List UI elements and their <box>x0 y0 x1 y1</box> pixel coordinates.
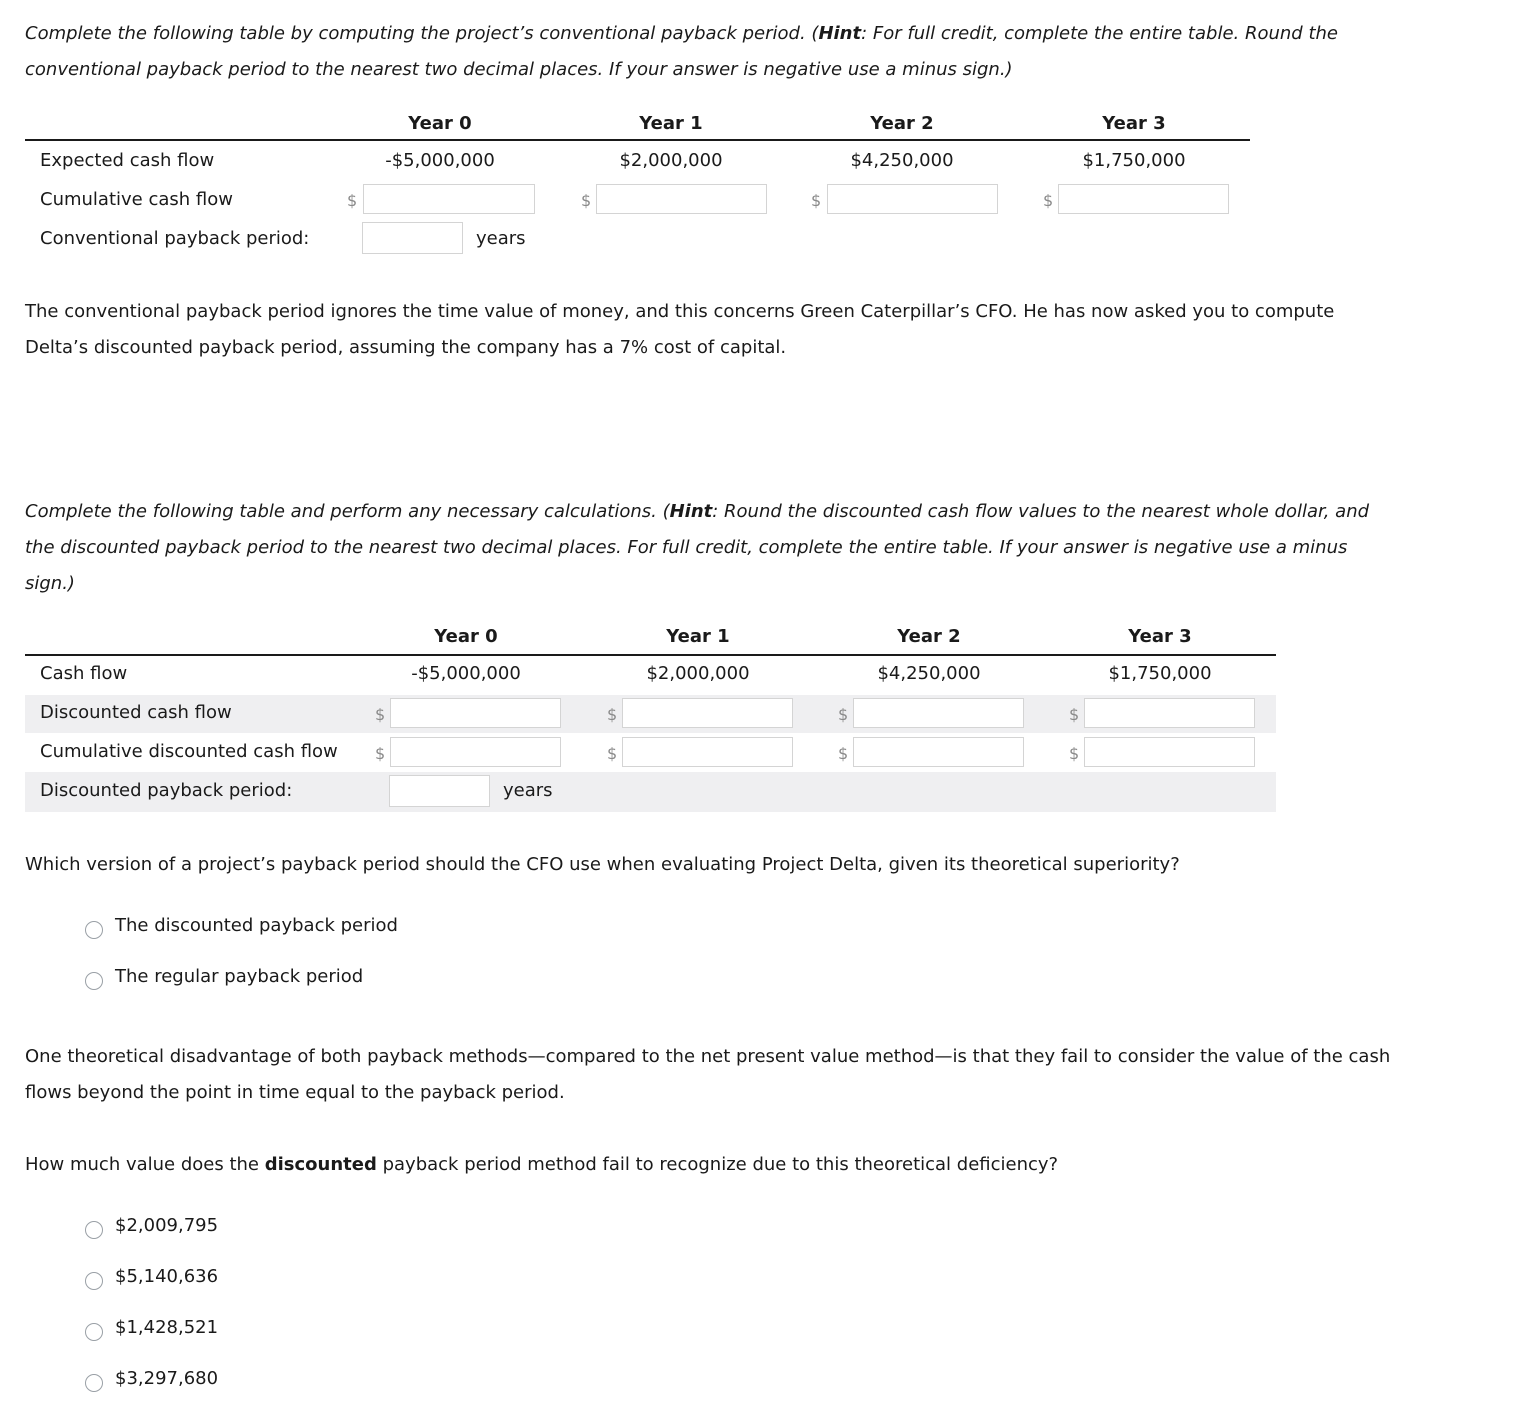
currency-symbol: $ <box>375 705 386 724</box>
disadvantage-line1: One theoretical disadvantage of both payback methods—compared to the net present value method—is that they fail to consider the value of the cash <box>25 1046 1391 1067</box>
table2-header-year0: Year 0 <box>434 626 498 647</box>
years-unit-label: years <box>503 780 553 801</box>
instruction-1-line1: Complete the following table by computing the project’s conventional payback period. (Hint: For full credit, complete the entire table. Round the <box>25 23 1338 44</box>
instruction-2-line2: the discounted payback period to the nearest two decimal places. For full credit, complete the entire table. If your answer is negative use a minus <box>25 537 1348 558</box>
table1-cf-year3: $1,750,000 <box>1082 150 1186 171</box>
radio-regular-payback[interactable] <box>85 972 103 990</box>
conventional-payback-input[interactable] <box>362 222 463 254</box>
currency-symbol: $ <box>811 191 822 210</box>
currency-symbol: $ <box>1043 191 1054 210</box>
radio-option-4[interactable] <box>85 1374 103 1392</box>
table1-cumulative-year1-input[interactable] <box>596 184 767 214</box>
table1-cumulative-year0-input[interactable] <box>363 184 535 214</box>
option-label[interactable]: $1,428,521 <box>115 1317 219 1338</box>
table1-label-payback: Conventional payback period: <box>40 228 310 249</box>
explanation-paragraph <box>25 294 1334 366</box>
table1-label-cumulative: Cumulative cash flow <box>40 189 233 210</box>
currency-symbol: $ <box>347 191 358 210</box>
table2-header-year1: Year 1 <box>666 626 730 647</box>
table2-discounted-year2-input[interactable] <box>853 698 1024 728</box>
table1-header-year2: Year 2 <box>870 113 934 134</box>
explanation-line1: The conventional payback period ignores the time value of money, and this concerns Green Caterpillar’s CFO. He has now asked you to compute <box>25 301 1335 322</box>
table1-header-year3: Year 3 <box>1102 113 1166 134</box>
currency-symbol: $ <box>375 744 386 763</box>
table2-header-year2: Year 2 <box>897 626 961 647</box>
table2-cf-year0: -$5,000,000 <box>411 663 521 684</box>
table2-cumulative-year0-input[interactable] <box>390 737 561 767</box>
currency-symbol: $ <box>581 191 592 210</box>
table1-cf-year1: $2,000,000 <box>619 150 723 171</box>
table1-header-rule <box>25 139 1250 141</box>
table1-label-expected: Expected cash flow <box>40 150 215 171</box>
option-label[interactable]: The discounted payback period <box>115 915 398 936</box>
option-label[interactable]: $3,297,680 <box>115 1368 219 1389</box>
currency-symbol: $ <box>1069 705 1080 724</box>
table1-header-year0: Year 0 <box>408 113 472 134</box>
question-1-text: Which version of a project’s payback period should the CFO use when evaluating Project Delta, given its theoretical superiority? <box>25 854 1180 875</box>
table2-cumulative-year2-input[interactable] <box>853 737 1024 767</box>
currency-symbol: $ <box>1069 744 1080 763</box>
table2-discounted-year1-input[interactable] <box>622 698 793 728</box>
option-label[interactable]: $5,140,636 <box>115 1266 219 1287</box>
discounted-payback-input[interactable] <box>389 775 490 807</box>
years-unit-label: years <box>476 228 526 249</box>
question-2-text: How much value does the discounted payback period method fail to recognize due to this theoretical deficiency? <box>25 1154 1059 1175</box>
currency-symbol: $ <box>838 744 849 763</box>
option-label[interactable]: The regular payback period <box>115 966 364 987</box>
radio-option-1[interactable] <box>85 1221 103 1239</box>
table1-cumulative-year3-input[interactable] <box>1058 184 1229 214</box>
disadvantage-paragraph <box>25 1039 1390 1111</box>
table2-discounted-year0-input[interactable] <box>390 698 561 728</box>
instruction-1-line2: conventional payback period to the nearest two decimal places. If your answer is negative use a minus sign.) <box>25 59 1013 80</box>
table2-label-cumulative: Cumulative discounted cash flow <box>40 741 338 762</box>
instruction-2-line3: sign.) <box>25 573 75 594</box>
table2-cf-year1: $2,000,000 <box>646 663 750 684</box>
option-label[interactable]: $2,009,795 <box>115 1215 219 1236</box>
table1-cf-year2: $4,250,000 <box>850 150 954 171</box>
instruction-2 <box>25 494 1369 602</box>
instruction-1 <box>25 16 1338 88</box>
currency-symbol: $ <box>607 705 618 724</box>
table2-cf-year2: $4,250,000 <box>877 663 981 684</box>
explanation-line2: Delta’s discounted payback period, assuming the company has a 7% cost of capital. <box>25 337 787 358</box>
radio-option-3[interactable] <box>85 1323 103 1341</box>
currency-symbol: $ <box>607 744 618 763</box>
radio-discounted-payback[interactable] <box>85 921 103 939</box>
table2-discounted-year3-input[interactable] <box>1084 698 1255 728</box>
radio-option-2[interactable] <box>85 1272 103 1290</box>
table2-label-payback: Discounted payback period: <box>40 780 293 801</box>
currency-symbol: $ <box>838 705 849 724</box>
table2-header-year3: Year 3 <box>1128 626 1192 647</box>
table2-cf-year3: $1,750,000 <box>1108 663 1212 684</box>
disadvantage-line2: flows beyond the point in time equal to the payback period. <box>25 1082 565 1103</box>
table2-label-discounted: Discounted cash flow <box>40 702 232 723</box>
instruction-2-line1: Complete the following table and perform any necessary calculations. (Hint: Round the discounted cash flow values to the nearest whole dollar, and <box>25 501 1370 522</box>
table2-cumulative-year3-input[interactable] <box>1084 737 1255 767</box>
table2-header-rule <box>25 654 1276 656</box>
table2-label-cashflow: Cash flow <box>40 663 128 684</box>
table1-cf-year0: -$5,000,000 <box>385 150 495 171</box>
table1-header-year1: Year 1 <box>639 113 703 134</box>
table2-cumulative-year1-input[interactable] <box>622 737 793 767</box>
table1-cumulative-year2-input[interactable] <box>827 184 998 214</box>
